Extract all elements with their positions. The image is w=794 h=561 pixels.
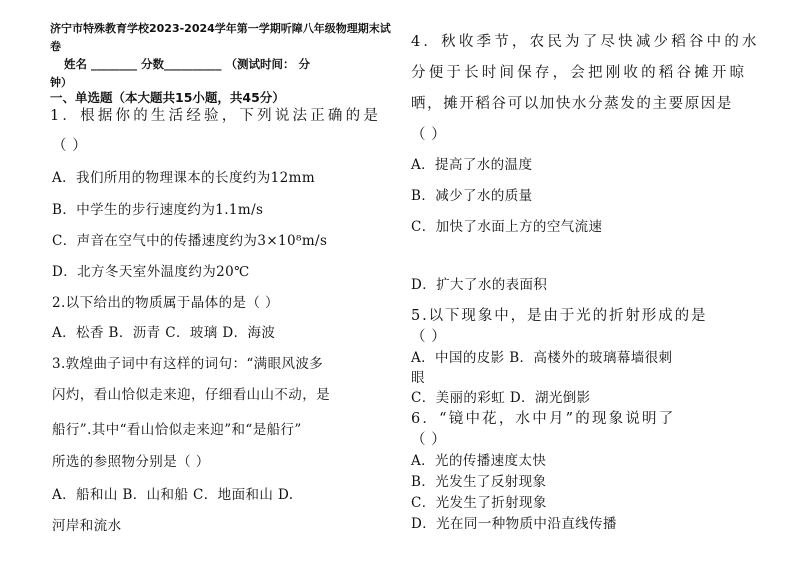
- q3-line-5: A．船和山 B．山和船 C．地面和山 D.: [52, 487, 294, 503]
- q3-line-6: 河岸和流水: [52, 518, 122, 534]
- name-score-time-line: 姓名 ________ 分数__________ （测试时间： 分: [64, 57, 311, 71]
- q4-line-3: 晒，摊开稻谷可以加快水分蒸发的主要原因是: [411, 96, 733, 112]
- q1-option-b: B．中学生的步行速度约为1.1m/s: [52, 202, 264, 218]
- q4-option-a: A．提高了水的温度: [411, 157, 533, 173]
- q5-options-cd: C．美丽的彩虹 D．湖光倒影: [411, 390, 591, 406]
- q1-option-a: A．我们所用的物理课本的长度约为12mm: [52, 170, 316, 186]
- q4-line-2: 分便于长时间保存，会把刚收的稻谷摊开晾: [411, 65, 748, 81]
- q5-paren: （ ）: [411, 329, 447, 345]
- section-title: 一、单选题（本大题共15小题，共45分）: [50, 90, 285, 105]
- q3-line-2: 闪灼，看山恰似走来迎，仔细看山山不动，是: [52, 387, 330, 403]
- q1-paren: （ ）: [52, 138, 88, 154]
- q5-options-ab: A．中国的皮影 B．高楼外的玻璃幕墙很刺: [411, 350, 673, 366]
- q6-stem: 6．“镜中花，水中月”的现象说明了: [411, 411, 676, 427]
- time-line-end: 钟）: [50, 76, 72, 89]
- exam-title-line-1: 济宁市特殊教育学校2023-2024学年第一学期听障八年级物理期末试: [50, 22, 391, 35]
- q3-line-3: 船行”.其中“看山恰似走来迎”和“是船行”: [52, 422, 302, 438]
- q2-stem: 2.以下给出的物质属于晶体的是（ ）: [52, 295, 279, 311]
- q1-option-c: C．声音在空气中的传播速度约为3×10⁸m/s: [52, 233, 328, 249]
- q5-options-ab-cont: 眼: [411, 370, 425, 386]
- q6-option-b: B．光发生了反射现象: [411, 474, 547, 490]
- q4-option-d: D．扩大了水的表面积: [411, 277, 548, 293]
- q5-stem: 5.以下现象中，是由于光的折射形成的是: [411, 308, 708, 324]
- q6-option-c: C．光发生了折射现象: [411, 495, 547, 511]
- exam-title-line-2: 卷: [50, 40, 61, 53]
- q1-option-d: D．北方冬天室外温度约为20℃: [52, 264, 250, 280]
- q1-stem: 1．根据你的生活经验，下列说法正确的是: [50, 108, 382, 124]
- q6-option-d: D．光在同一种物质中沿直线传播: [411, 516, 617, 532]
- q3-line-4: 所选的参照物分别是（ ）: [52, 454, 210, 470]
- q4-line-1: 4．秋收季节，农民为了尽快减少稻谷中的水: [411, 34, 760, 50]
- q6-paren: （ ）: [411, 432, 447, 448]
- q3-line-1: 3.敦煌曲子词中有这样的词句：“满眼风波多: [52, 356, 324, 372]
- q4-option-b: B．减少了水的质量: [411, 188, 533, 204]
- q6-option-a: A．光的传播速度太快: [411, 453, 547, 469]
- q4-option-c: C．加快了水面上方的空气流速: [411, 219, 603, 235]
- q2-options: A．松香 B．沥青 C．玻璃 D．海波: [52, 325, 276, 341]
- q4-line-4: （ ）: [411, 127, 447, 143]
